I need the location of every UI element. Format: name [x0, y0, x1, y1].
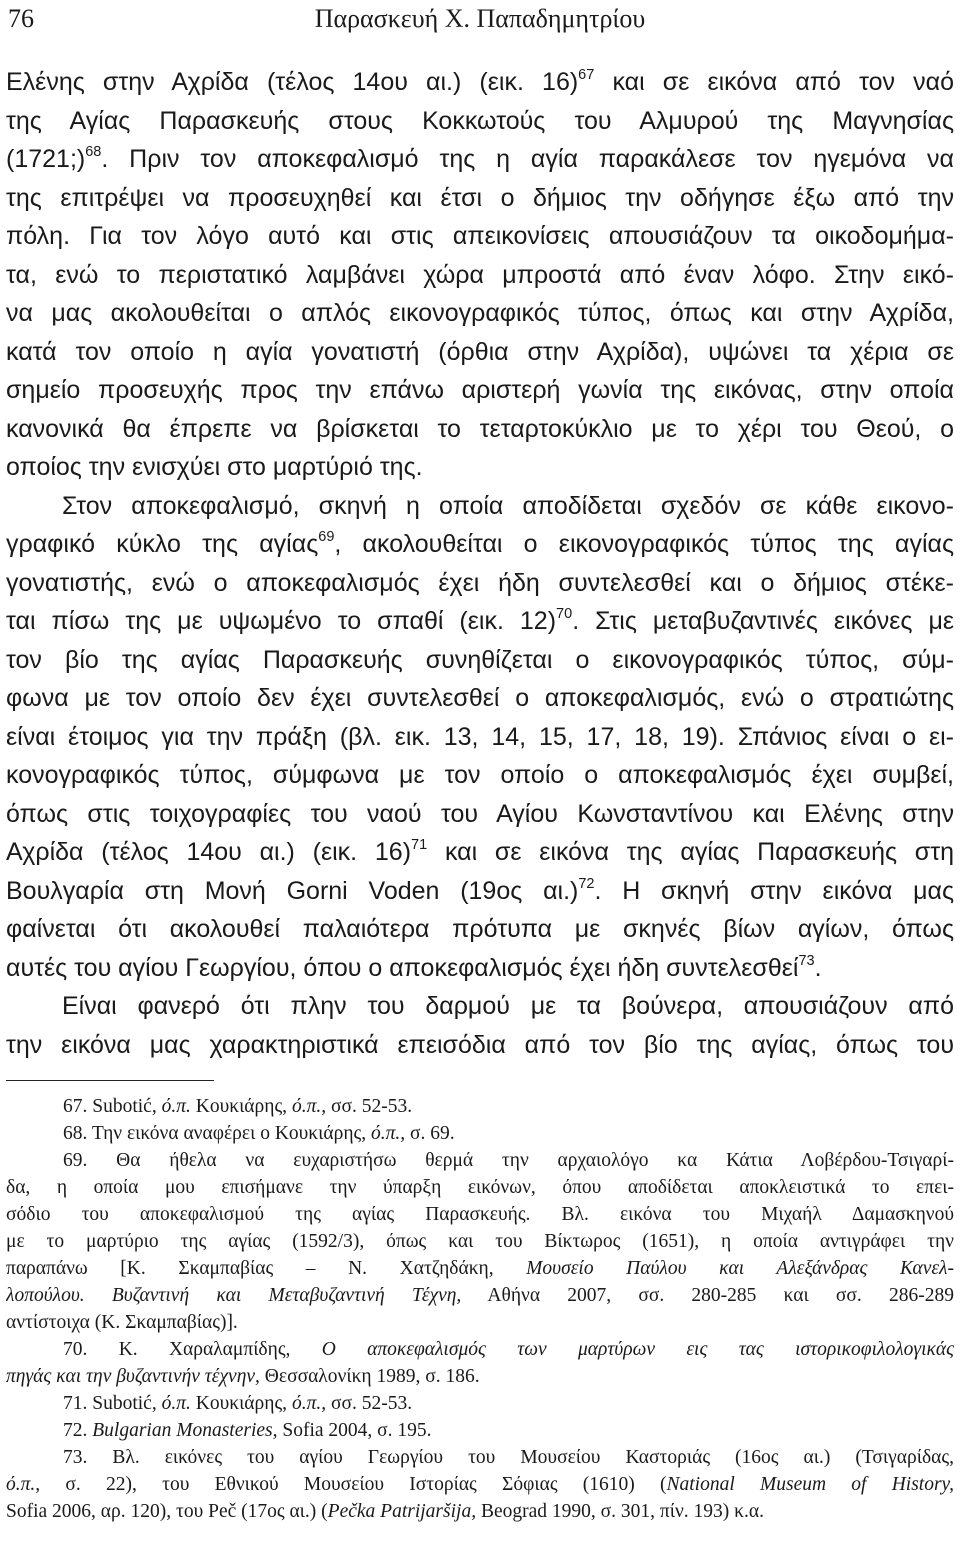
footnotes	[6, 1093, 954, 1525]
body-line: γραφικό κύκλο της αγίας$^{69}$, ακολουθείται ο εικονογραφικός τύπος της αγίας	[6, 529, 954, 558]
footnote-ref: 73	[798, 952, 815, 969]
body-line: Στον αποκεφαλισμό, σκηνή η οποία αποδίδεται σχεδόν σε κάθε εικονο-	[62, 491, 954, 520]
footnote-line: πηγάς και την βυζαντινήν τέχνην, Θεσσαλονίκη 1989, σ. 186.	[6, 1366, 480, 1387]
body-line: να μας ακολουθείται ο απλός εικονογραφικός τύπος, όπως και στην Αχρίδα,	[6, 299, 954, 327]
body-line: Αχρίδα (τέλος 14ου αι.) (εικ. 16)$^{71}$ και σε εικόνα της αγίας Παρασκευής στη	[6, 837, 954, 866]
body-line: τον βίο της αγίας Παρασκευής συνηθίζεται ο εικονογραφικός τύπος, σύμ-	[6, 645, 954, 674]
italic-text: ό.π.,	[291, 1393, 327, 1414]
body-line: σημείο προσευχής προς την επάνω αριστερή γωνία της εικόνας, στην οποία	[6, 376, 954, 404]
italic-text: National Museum of History,	[666, 1474, 954, 1495]
italic-text: ό.π.	[161, 1393, 191, 1414]
footnote-line: Sofia 2006, αρ. 120), του Peč (17ος αι.) (Pečka Patrijaršija, Beograd 1990, σ. 301, πίν. 193) κ.α.	[6, 1501, 764, 1522]
italic-text: ό.π.,	[371, 1123, 406, 1144]
italic-text: ό.π.	[161, 1096, 191, 1117]
body-line: Ελένης στην Αχρίδα (τέλος 14ου αι.) (εικ. 16)$^{67}$ και σε εικόνα από τον ναό	[6, 67, 954, 96]
footnote-ref: 70	[556, 606, 573, 623]
italic-text: ό.π.,	[291, 1096, 327, 1117]
footnote-line: 69. Θα ήθελα να ευχαριστήσω θερμά την αρχαιολόγο κα Κάτια Λοβέρδου-Τσιγαρί-	[63, 1150, 954, 1171]
footnote-line: ό.π., σ. 22), του Εθνικού Μουσείου Ιστορίας Σόφιας (1610) (National Museum of History,	[6, 1474, 954, 1495]
footnote-line: αντίστοιχα (Κ. Σκαμπαβίας)].	[6, 1312, 238, 1333]
italic-text: Pečka Patrijaršija,	[327, 1501, 477, 1522]
body-text	[6, 63, 954, 1064]
footnote-line: παραπάνω [Κ. Σκαμπαβίας – Ν. Χατζηδάκη, Μουσείο Παύλου και Αλεξάνδρας Κανελ-	[6, 1258, 954, 1279]
page-number: 76	[8, 4, 34, 33]
body-line: πόλη. Για τον λόγο αυτό και στις απεικονίσεις απουσιάζουν τα οικοδομήμα-	[6, 222, 954, 250]
footnote-line: λοπούλου. Βυζαντινή και Μεταβυζαντινή Τέχνη, Αθήνα 2007, σσ. 280-285 και σσ. 286-289	[6, 1285, 954, 1306]
body-line: αυτές του αγίου Γεωργίου, όπου ο αποκεφαλισμός έχει ήδη συντελεσθεί$^{73}$.	[6, 952, 822, 982]
body-line: Είναι φανερό ότι πλην του δαρμού με τα βούνερα, απουσιάζουν από	[62, 992, 954, 1020]
italic-text: ό.π.,	[6, 1474, 41, 1495]
footnote-separator	[6, 1080, 214, 1081]
body-line: κονογραφικός τύπος, σύμφωνα με τον οποίο ο αποκεφαλισμός έχει συμβεί,	[6, 761, 954, 789]
italic-text: Ο αποκεφαλισμός των μαρτύρων εις τας ιστορικοφιλολογικάς	[321, 1339, 954, 1360]
italic-text: Μουσείο Παύλου και Αλεξάνδρας Κανελ-	[526, 1258, 954, 1279]
body-line: (1721;)$^{68}$. Πριν τον αποκεφαλισμό της η αγία παρακάλεσε τον ηγεμόνα να	[6, 144, 954, 173]
running-head: Παρασκευή Χ. Παπαδημητρίου	[314, 4, 646, 33]
body-line: φαίνεται ότι ακολουθεί παλαιότερα πρότυπα με σκηνές βίων αγίων, όπως	[6, 915, 954, 943]
body-line: της Αγίας Παρασκευής στους Κοκκωτούς του Αλμυρού της Μαγνησίας	[6, 106, 954, 135]
footnote-line: 70. Κ. Χαραλαμπίδης, Ο αποκεφαλισμός των μαρτύρων εις τας ιστορικοφιλολογικάς	[63, 1339, 954, 1360]
footnote-ref: 71	[411, 837, 428, 854]
footnote-ref: 69	[318, 529, 335, 546]
body-line: είναι έτοιμος για την πράξη (βλ. εικ. 13, 14, 15, 17, 18, 19). Σπάνιος είναι ο ει-	[6, 722, 954, 751]
footnote-ref: 72	[578, 875, 595, 892]
italic-text: πηγάς και την βυζαντινήν τέχνην,	[6, 1366, 260, 1387]
footnote-line: 72. Bulgarian Monasteries, Sofia 2004, σ. 195.	[63, 1420, 432, 1441]
footnote-line: 73. Βλ. εικόνες του αγίου Γεωργίου του Μουσείου Καστοριάς (16ος αι.) (Τσιγαρίδας,	[63, 1447, 954, 1468]
body-line: οποίος την ενισχύει στο μαρτύριό της.	[6, 453, 423, 481]
body-line: κανονικά θα έπρεπε να βρίσκεται το τεταρτοκύκλιο με το χέρι του Θεού, ο	[6, 414, 954, 443]
body-line: Βουλγαρία στη Μονή Gorni Voden (19ος αι.)$^{72}$. Η σκηνή στην εικόνα μας	[6, 875, 954, 905]
page-header	[8, 4, 952, 38]
footnote-line: 67. Subotić, ό.π. Κουκιάρης, ό.π., σσ. 52-53.	[63, 1096, 413, 1117]
footnote-line: με το μαρτύριο της αγίας (1592/3), όπως και του Βίκτωρος (1651), η οποία αντιγράφει την	[6, 1231, 954, 1252]
body-line: γονατιστής, ενώ ο αποκεφαλισμός έχει ήδη συντελεσθεί και ο δήμιος στέκε-	[6, 568, 954, 597]
footnote-line: 68. Την εικόνα αναφέρει ο Κουκιάρης, ό.π., σ. 69.	[63, 1123, 455, 1144]
footnote-line: δα, η οποία μου επισήμανε την ύπαρξη εικόνων, όπου αποδίδεται αποκλειστικά το επει-	[6, 1177, 954, 1198]
footnote-line: σόδιο του αποκεφαλισμού της αγίας Παρασκευής. Βλ. εικόνα του Μιχαήλ Δαμασκηνού	[6, 1204, 954, 1225]
body-line: ται πίσω της με υψωμένο το σπαθί (εικ. 12)$^{70}$. Στις μεταβυζαντινές εικόνες με	[6, 606, 954, 635]
body-line: κατά τον οποίο η αγία γονατιστή (όρθια στην Αχρίδα), υψώνει τα χέρια σε	[6, 337, 954, 366]
italic-text: Bulgarian Monasteries,	[92, 1420, 278, 1441]
body-line: της επιτρέψει να προσευχηθεί και έτσι ο δήμιος την οδήγησε έξω από την	[6, 183, 954, 212]
body-line: όπως στις τοιχογραφίες του ναού του Αγίου Κωνσταντίνου και Ελένης στην	[6, 799, 954, 828]
body-line: τα, ενώ το περιστατικό λαμβάνει χώρα μπροστά από έναν λόφο. Στην εικό-	[6, 260, 954, 289]
italic-text: λοπούλου. Βυζαντινή και Μεταβυζαντινή Τέχνη,	[6, 1285, 462, 1306]
footnote-ref: 68	[85, 144, 102, 161]
body-line: την εικόνα μας χαρακτηριστικά επεισόδια από τον βίο της αγίας, όπως του	[6, 1030, 954, 1059]
footnote-line: 71. Subotić, ό.π. Κουκιάρης, ό.π., σσ. 52-53.	[63, 1393, 413, 1414]
body-line: φωνα με τον οποίο δεν έχει συντελεσθεί ο αποκεφαλισμός, ενώ ο στρατιώτης	[6, 684, 954, 712]
footnote-ref: 67	[578, 67, 595, 84]
